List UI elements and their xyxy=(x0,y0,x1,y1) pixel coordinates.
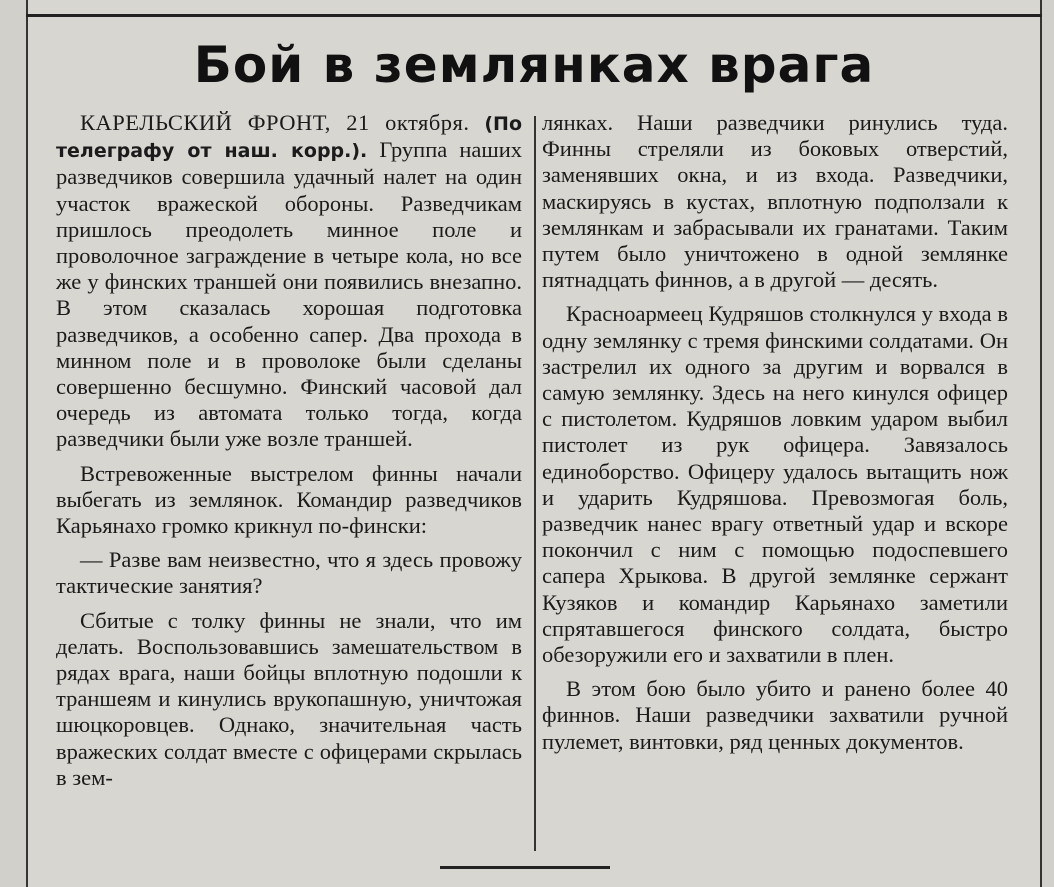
top-rule xyxy=(26,14,1042,17)
column-divider xyxy=(534,116,536,851)
paragraph: Встревоженные выстрелом финны начали выбегать из землянок. Командир разведчиков Карьянахо громко крикнул по-фински: xyxy=(56,460,522,539)
article-headline: Бой в землянках врага xyxy=(193,36,875,94)
adjacent-column-edge-right xyxy=(1040,0,1054,887)
paragraph: Сбитые с толку финны не знали, что им делать. Воспользовавшись замешательством в рядах врага, наши бойцы вплотную подошли к траншеям и кинулись врукопашную, уничтожая шюцкоровцев. Однако, значительная часть вражеских солдат вместе с офицерами скрылась в зем- xyxy=(56,607,522,790)
paragraph: В этом бою было убито и ранено более 40 финнов. Наши разведчики захватили ручной пулемет, винтовки, ряд ценных документов. xyxy=(542,676,1008,754)
paragraph: Группа наших разведчиков совершила удачный налет на один участок вражеской обороны. Разведчикам пришлось преодолеть минное поле и проволочное заграждение в четыре кола, но все же у финских траншей они появились внезапно. В этом сказалась хорошая подготовка разведчиков, а особенно сапер. Два прохода в минном поле и в проволоке были сделаны совершенно бесшумно. Финский часовой дал очередь из автомата только тогда, когда разведчики были уже возле траншей. xyxy=(56,137,522,452)
paragraph: Красноармеец Кудряшов столкнулся у входа в одну землянку с тремя финскими солдатами. Он застрелил их одного за другим и ворвался в самую землянку. Здесь на него кинулся офицер с пистолетом. Кудряшов ловким ударом выбил пистолет из рук офицера. Завязалось единоборство. Офицеру удалось вытащить нож и ударить Кудряшова. Превозмогая боль, разведчик нанес врагу ответный удар и вскоре покончил с ним с помощью подоспевшего сапера Хрыкова. В другой землянке сержант Кузяков и командир Карьянахо заметили спрятавшегося финского солдата, быстро обезоружили его и захватили в плен. xyxy=(542,301,1008,668)
adjacent-column-edge-left xyxy=(0,0,28,887)
dateline: КАРЕЛЬСКИЙ ФРОНТ, 21 октября. xyxy=(80,110,470,135)
article-body xyxy=(56,110,1029,850)
end-of-article-rule xyxy=(440,866,610,869)
paragraph: — Разве вам неизвестно, что я здесь провожу тактические занятия? xyxy=(56,547,522,599)
lead-paragraph xyxy=(56,110,522,453)
left-column xyxy=(56,110,522,799)
correspondent-credit: (По телеграфу от наш. корр.). xyxy=(56,113,523,163)
right-column xyxy=(542,110,1008,763)
paragraph: лянках. Наши разведчики ринулись туда. Финны стреляли из боковых отверстий, заменявших окна, и из входа. Разведчики, маскируясь в кустах, вплотную подползали к землянкам и забрасывали их гранатами. Таким путем было уничтожено в одной землянке пятнадцать финнов, а в другой — десять. xyxy=(542,110,1008,293)
